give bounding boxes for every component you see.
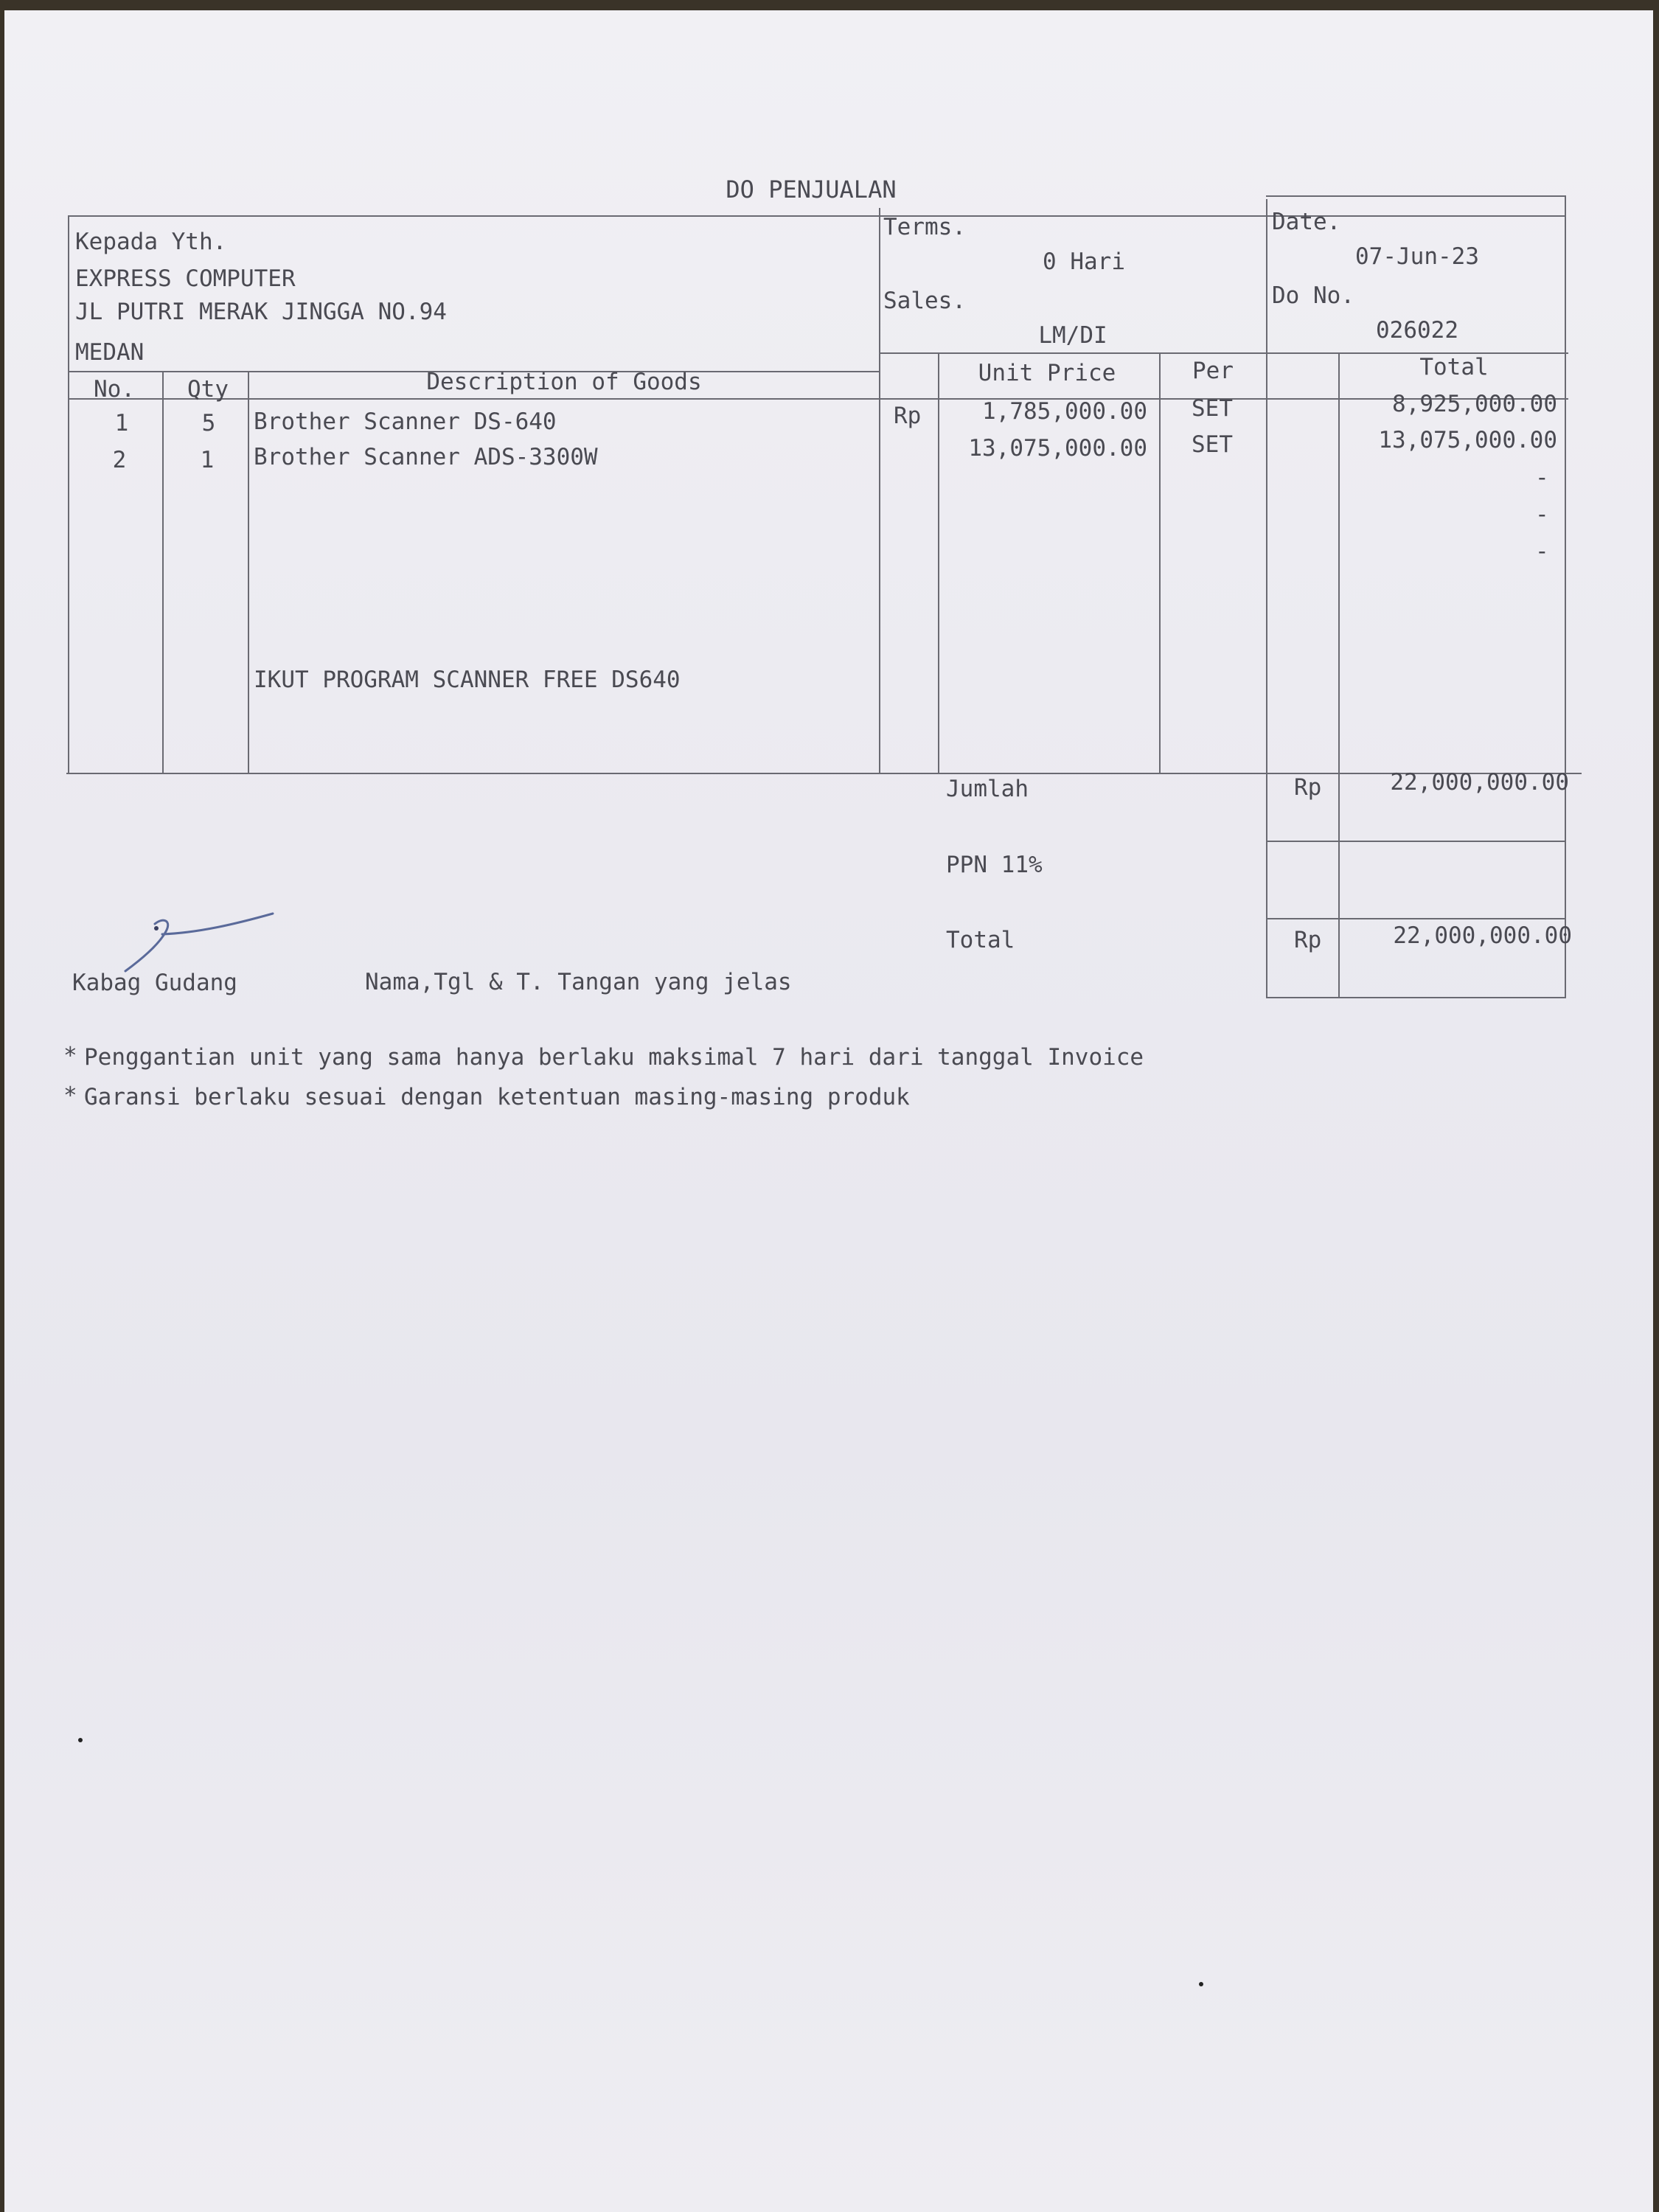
kabag-gudang-label: Kabag Gudang [72,970,237,996]
item-no: 2 [112,447,127,473]
terms-label: Terms. [883,214,966,240]
recipient-city: MEDAN [75,339,145,366]
column-header-divider [68,398,1568,400]
terms-value: 0 Hari [1043,248,1125,275]
footnote-2: Garansi berlaku sesuai dengan ketentuan masing-masing produk [84,1084,910,1110]
item-no: 1 [114,410,129,437]
footnote-1: Penggantian unit yang sama hanya berlaku maksimal 7 hari dari tanggal Invoice [84,1044,1144,1071]
col-header-no: No. [94,376,135,403]
item-total: 13,075,000.00 [1378,427,1557,453]
paper-speck [1199,1982,1203,1986]
col-header-description: Description of Goods [426,369,702,395]
recipient-address: JL PUTRI MERAK JINGGA NO.94 [75,299,447,325]
document-title: DO PENJUALAN [726,175,897,204]
col-divider-no [162,371,164,774]
col-divider-rp-total [1338,354,1340,998]
table-top-border-right [1266,195,1565,197]
col-divider-per [1266,199,1267,998]
item-description: Brother Scanner DS-640 [254,408,557,435]
paper-speck [78,1738,83,1742]
item-qty: 5 [201,410,216,437]
recipient-salutation: Kepada Yth. [75,229,227,255]
summary-divider-2 [1266,918,1565,919]
total-currency: Rp [1294,927,1322,953]
total-dash: - [1535,465,1549,491]
footnote-bullet: * [63,1043,77,1069]
table-left-border [68,215,69,774]
do-no-label: Do No. [1272,282,1354,309]
recipient-company: EXPRESS COMPUTER [75,265,296,292]
date-label: Date. [1272,209,1341,235]
do-no-value: 026022 [1376,317,1458,344]
jumlah-label: Jumlah [946,776,1029,802]
sales-label: Sales. [883,288,966,314]
sales-value: LM/DI [1038,322,1107,349]
jumlah-value: 22,000,000.00 [1390,769,1569,796]
item-per: SET [1192,431,1233,458]
total-dash: - [1535,501,1549,528]
col-header-per: Per [1192,358,1234,384]
item-currency: Rp [894,403,922,429]
col-header-total: Total [1419,354,1489,380]
handwritten-signature [111,911,288,977]
item-per: SET [1192,395,1233,422]
col-divider-rp [938,354,939,773]
footnote-bullet: * [63,1082,77,1109]
summary-divider-1 [1266,841,1565,842]
item-qty: 1 [200,447,215,473]
program-note: IKUT PROGRAM SCANNER FREE DS640 [254,667,681,693]
col-divider-qty [248,371,249,774]
total-dash: - [1535,538,1549,565]
item-unit-price: 1,785,000.00 [982,398,1147,425]
jumlah-currency: Rp [1294,774,1322,801]
item-total: 8,925,000.00 [1392,391,1557,417]
table-bottom-border [66,773,1582,774]
col-divider-unit [1159,354,1161,773]
date-value: 07-Jun-23 [1355,243,1479,270]
summary-bottom-border [1266,997,1566,998]
col-header-qty: Qty [187,376,229,403]
table-right-border [1565,195,1566,998]
receiver-signature-label: Nama,Tgl & T. Tangan yang jelas [365,969,792,995]
total-label: Total [946,927,1015,953]
col-header-unit-price: Unit Price [978,360,1116,386]
total-value: 22,000,000.00 [1393,922,1572,949]
item-unit-price: 13,075,000.00 [968,435,1147,462]
ppn-label: PPN 11% [946,852,1043,878]
item-description: Brother Scanner ADS-3300W [254,444,598,470]
col-divider-desc [879,208,880,773]
